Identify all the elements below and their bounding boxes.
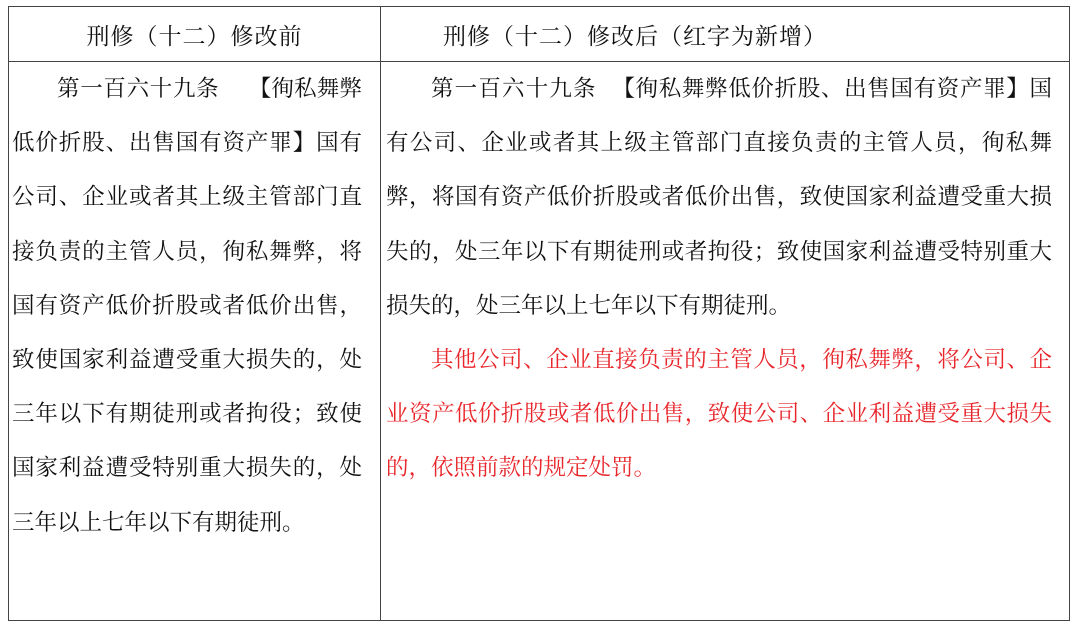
article-number: 第一百六十九条 bbox=[57, 76, 220, 102]
header-before-amendment: 刑修（十二）修改前 bbox=[86, 23, 303, 50]
added-paragraph: 其他公司、企业直接负责的主管人员，徇私舞弊，将公司、企业资产低价折股或者低价出售，致使公司、企业利益遭受重大损失的，依照前款的规定处罚。 bbox=[386, 347, 1052, 482]
cell-after-amendment bbox=[386, 62, 1052, 496]
article-paragraph-after bbox=[386, 62, 1052, 333]
article-body: 国有公司、企业或者其上级主管部门直接负责的主管人员，徇私舞弊，将国有资产低价折股或者低价出售，致使国家利益遭受重大损失的，处三年以下有期徒刑或者拘役；致使国家利益遭受特别重大损失的，处三年以上七年以下有期徒刑。 bbox=[386, 76, 1052, 319]
article-title: 【徇私舞弊低价折股、出售国有资产罪】 bbox=[612, 76, 1030, 102]
article-title: 【徇私舞弊低价折股、出售国有资产罪】 bbox=[12, 76, 362, 157]
article-paragraph-before bbox=[12, 62, 362, 550]
article-number: 第一百六十九条 bbox=[431, 76, 597, 102]
header-after-amendment: 刑修（十二）修改后（红字为新增） bbox=[443, 23, 827, 50]
article-body: 国有公司、企业或者其上级主管部门直接负责的主管人员，徇私舞弊，将国有资产低价折股或者低价出售，致使国家利益遭受重大损失的，处三年以下有期徒刑或者拘役；致使国家利益遭受特别重大损失的，处三年以上七年以下有期徒刑。 bbox=[12, 130, 362, 536]
column-divider bbox=[380, 7, 381, 620]
cell-before-amendment bbox=[12, 62, 362, 550]
